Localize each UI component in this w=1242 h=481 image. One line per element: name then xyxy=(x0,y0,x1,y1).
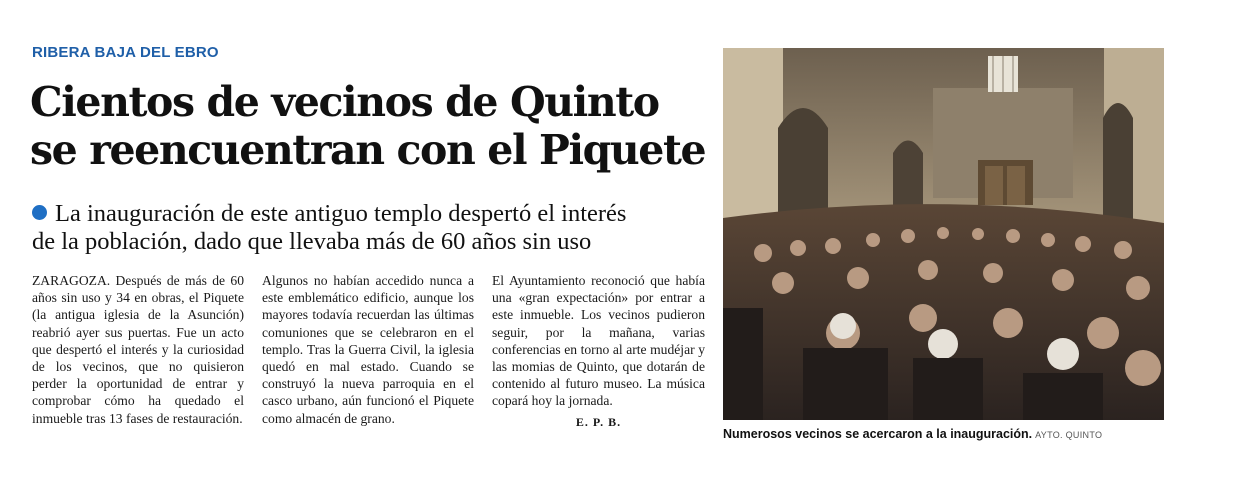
bullet-icon xyxy=(32,205,47,220)
headline xyxy=(30,78,710,174)
subheadline xyxy=(32,200,722,256)
photo-illustration xyxy=(723,48,1164,420)
body-text-2: Algunos no habían accedido nunca a este emblemático edificio, aunque los mayores todavía recuerdan las últimas comuniones que se celebraron en el templo. Tras la Guerra Civil, la iglesia quedó en mal estado. Cuando se construyó la nueva parroquia en el casco urbano, aún funcionó el Piquete como almacén de grano. xyxy=(262,273,474,426)
photo-caption xyxy=(723,427,1223,441)
church-interior-photo xyxy=(723,48,1164,420)
subhead-line-2: de la población, dado que llevaba más de 60 años sin uso xyxy=(32,228,592,255)
body-column-1 xyxy=(32,272,244,427)
caption-text: Numerosos vecinos se acercaron a la inauguración. xyxy=(723,427,1033,441)
subhead-line-1: La inauguración de este antiguo templo despertó el interés xyxy=(55,200,627,227)
photo-credit: AYTO. QUINTO xyxy=(1035,430,1103,440)
body-column-2 xyxy=(262,272,474,427)
body-text-3: El Ayuntamiento reconoció que había una «gran expectación» por entrar a este inmueble. Los vecinos pudieron seguir, por la mañana, varias conferencias en torno al arte mudéjar y las momias de Quinto, que dotarán de contenido al futuro museo. La música copará hoy la jornada. xyxy=(492,273,705,409)
body-column-3 xyxy=(492,272,705,431)
body-text-1: ZARAGOZA. Después de más de 60 años sin uso y 34 en obras, el Piquete (la antigua iglesia de la Asunción) reabrió ayer sus puertas. Fue un acto que despertó el interés y la curiosidad de los vecinos, que no quisieron perder la oportunidad de entrar y comprobar cómo ha quedado el inmueble tras 13 fases de restauración. xyxy=(32,273,244,426)
author-signature: E. P. B. xyxy=(575,414,622,429)
section-label: RIBERA BAJA DEL EBRO xyxy=(32,44,219,61)
headline-line-1: Cientos de vecinos de Quinto xyxy=(30,78,659,126)
headline-line-2: se reencuentran con el Piquete xyxy=(30,126,706,174)
